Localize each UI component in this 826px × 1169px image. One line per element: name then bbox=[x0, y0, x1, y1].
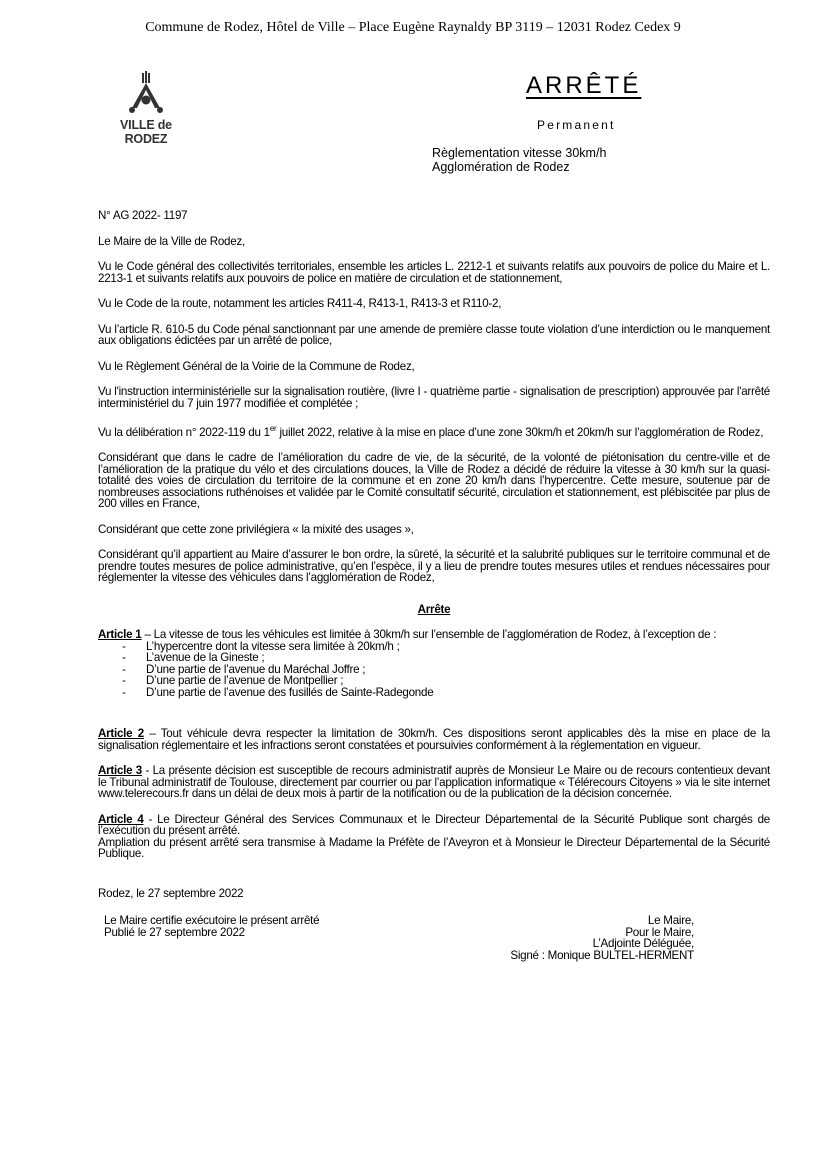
subject-line-2: Agglomération de Rodez bbox=[432, 160, 570, 174]
article-3-text: - La présente décision est susceptible de recours administratif auprès de Monsieur Le Maire ou de recours contentieux devant le Tribunal administratif de Toulouse, directement par courrier ou par l’application informatique « Télérecours Citoyens » via le site internet www.telerecours.fr dans un délai de deux mois à partir de la notification ou de la publication de la décision concernée. bbox=[98, 764, 770, 801]
vu-paragraph-1: Vu le Code général des collectivités territoriales, ensemble les articles L. 2212-1 et suivants relatifs aux pouvoirs de police du Maire et L. 2213-1 et suivants relatifs aux pouvoirs de police en matière de circulation et de stationnement, bbox=[98, 260, 770, 285]
vu-paragraph-3: Vu l’article R. 610-5 du Code pénal sanctionnant par une amende de première classe toute violation d’une interdiction ou le manquement aux obligations édictées par un arrêté de police, bbox=[98, 322, 770, 347]
article-4-text: - Le Directeur Général des Services Communaux et le Directeur Départemental de la Sécurité Publique sont chargés de l’exécution du présent arrêté. bbox=[98, 812, 770, 838]
signatory-line-4: Signé : Monique BULTEL-HERMENT bbox=[510, 948, 694, 962]
list-dash: - bbox=[122, 685, 126, 699]
vu6-text-b: juillet 2022, relative à la mise en place d’une zone 30km/h et 20km/h sur l’agglomération de Rodez, bbox=[276, 425, 764, 439]
article-2 bbox=[98, 728, 770, 751]
intro-paragraph: Le Maire de la Ville de Rodez, bbox=[98, 234, 245, 248]
ville-de-rodez-logo bbox=[98, 70, 194, 146]
certification-line-2: Publié le 27 septembre 2022 bbox=[104, 925, 245, 939]
vu-paragraph-4: Vu le Règlement Général de la Voirie de la Commune de Rodez, bbox=[98, 359, 415, 373]
article-1-label: Article 1 bbox=[98, 628, 142, 642]
vu6-superscript: er bbox=[269, 424, 277, 433]
article-1-text: – La vitesse de tous les véhicules est limitée à 30km/h sur l’ensemble de l’agglomération de Rodez, à l’exception de : bbox=[141, 628, 717, 642]
signatory-line-3: L’Adjointe Déléguée, bbox=[592, 937, 694, 951]
arrete-heading: Arrête bbox=[417, 602, 451, 616]
article-2-label: Article 2 bbox=[98, 727, 144, 741]
considerant-paragraph-3: Considérant qu’il appartient au Maire d’assurer le bon ordre, la sûreté, la sécurité et la salubrité publiques sur le territoire communal et de prendre toutes mesures de police administrative, qu’en l’espèce, il y a lieu de prendre toutes mesures utiles et rendues nécessaires pour réglementer la vitesse des véhicules dans l’agglomération de Rodez, bbox=[98, 548, 770, 585]
exceptions-list bbox=[98, 641, 770, 699]
vu-paragraph-6 bbox=[98, 423, 770, 438]
article-4 bbox=[98, 814, 770, 837]
exception-text: L’hypercentre dont la vitesse sera limitée à 20km/h ; bbox=[146, 639, 400, 653]
list-dash: - bbox=[122, 639, 126, 653]
logo-text: VILLE de RODEZ bbox=[120, 118, 172, 146]
subject-line-1: Règlementation vitesse 30km/h bbox=[432, 146, 607, 160]
exception-text: D’une partie de l’avenue du Maréchal Joffre ; bbox=[146, 662, 366, 676]
article-2-text: – Tout véhicule devra respecter la limitation de 30km/h. Ces dispositions seront applicables dès la mise en place de la signalisation réglementaire et les infractions seront constatées et poursuivies conformément à la réglementation en vigueur. bbox=[98, 727, 770, 752]
vu6-text-a: Vu la délibération n° 2022-119 du 1 bbox=[98, 425, 270, 439]
cathedral-icon bbox=[122, 70, 170, 116]
article-4-label: Article 4 bbox=[98, 812, 144, 826]
document-type: Permanent bbox=[537, 118, 616, 132]
reference-number: N° AG 2022- 1197 bbox=[98, 209, 188, 222]
article-3-label: Article 3 bbox=[98, 764, 143, 778]
exception-text: L’avenue de la Gineste ; bbox=[146, 651, 265, 665]
exception-text: D’une partie de l’avenue des fusillés de Sainte-Radegonde bbox=[146, 685, 434, 699]
signature-block bbox=[98, 915, 770, 975]
list-item bbox=[122, 687, 770, 699]
vu-paragraph-2: Vu le Code de la route, notamment les articles R411-4, R413-1, R413-3 et R110-2, bbox=[98, 297, 502, 310]
list-dash: - bbox=[122, 662, 126, 676]
document-body bbox=[98, 210, 770, 975]
considerant-paragraph-1: Considérant que dans le cadre de l’amélioration du cadre de vie, de la sécurité, de la volonté de piétonisation du centre-ville et de l’amélioration de la pratique du vélo et des circulations douces, la Ville de Rodez a décidé de réduire la vitesse à 30 km/h sur la quasi-totalité des voies de circulation du territoire de la commune et en zone 20 km/h dans l’hypercentre. Cette mesure, soutenue par de nombreuses associations ruthénoises et validée par le Comité consultatif sécurité, circulation et stationnement, est plébiscitée par plus de 200 villes en France, bbox=[98, 451, 770, 511]
considerant-paragraph-2: Considérant que cette zone privilégiera « la mixité des usages », bbox=[98, 522, 414, 536]
certification-block bbox=[104, 915, 319, 938]
signatory-line-2: Pour le Maire, bbox=[625, 925, 694, 939]
list-dash: - bbox=[122, 651, 126, 665]
signatory-line-1: Le Maire, bbox=[647, 914, 694, 928]
signing-date: Rodez, le 27 septembre 2022 bbox=[98, 886, 244, 900]
document-title: ARRÊTÉ bbox=[526, 72, 642, 99]
header-address: Commune de Rodez, Hôtel de Ville – Place Eugène Raynaldy BP 3119 – 12031 Rodez Cedex 9 bbox=[145, 20, 681, 35]
list-dash: - bbox=[122, 674, 126, 688]
exception-text: D’une partie de l’avenue de Montpellier ; bbox=[146, 674, 344, 688]
document-subject bbox=[432, 146, 606, 174]
article-3 bbox=[98, 765, 770, 800]
signatory-block bbox=[510, 915, 694, 961]
certification-line-1: Le Maire certifie exécutoire le présent arrêté bbox=[104, 914, 320, 928]
ampliation-paragraph: Ampliation du présent arrêté sera transmise à Madame la Préfète de l’Aveyron et à Monsieur le Directeur Départemental de la Sécurité Publique. bbox=[98, 835, 770, 861]
vu-paragraph-5: Vu l'instruction interministérielle sur la signalisation routière, (livre I - quatrième partie - signalisation de prescription) approuvée par l'arrêté interministériel du 7 juin 1977 modifiée et complétée ; bbox=[98, 385, 770, 410]
